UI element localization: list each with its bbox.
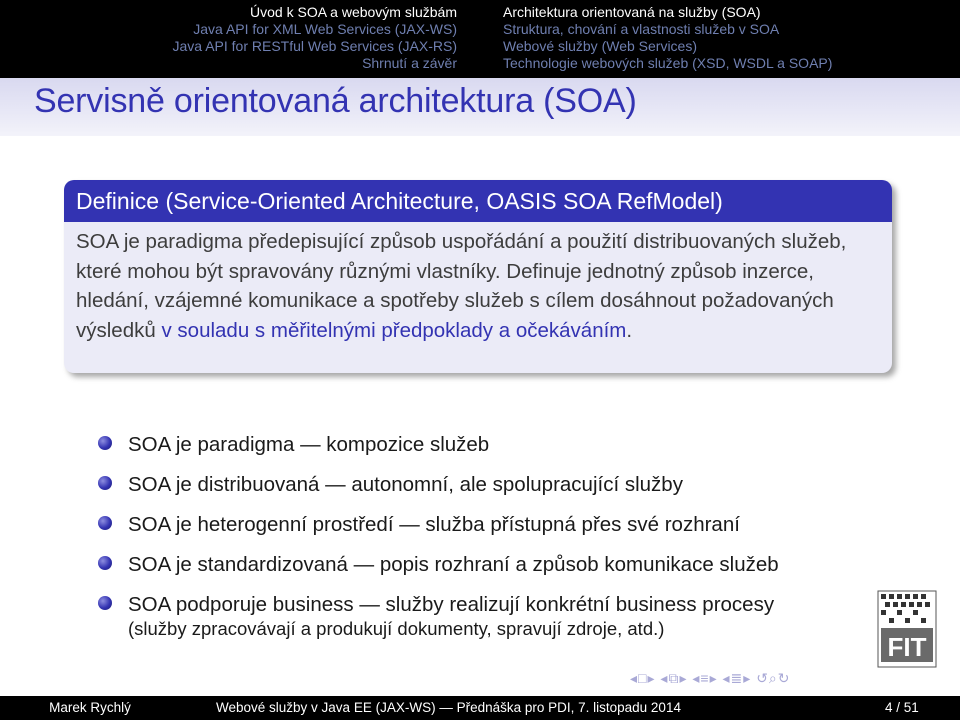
list-item [98,428,898,468]
bullet-ball-icon [98,476,112,490]
definition-block [64,180,892,373]
section-link-jaxws[interactable]: Java API for XML Web Services (JAX-WS) [193,21,457,37]
bullet-ball-icon [98,556,112,570]
list-item [98,468,898,508]
bullet-text: SOA je distribuovaná — autonomní, ale spolupracující služby [128,473,683,496]
nav-next-section-icon[interactable]: ▸ [709,670,718,686]
nav-subsection-icon[interactable]: ⧉ [668,670,680,686]
section-link-jaxrs[interactable]: Java API for RESTful Web Services (JAX-RS) [172,38,457,54]
section-link-summary[interactable]: Shrnutí a závěr [362,55,457,71]
bullet-text: SOA je heterogenní prostředí — služba přístupná přes své rozhraní [128,513,740,536]
nav-part-icon[interactable]: ≣ [730,670,744,686]
header-navigation [0,0,960,78]
footer-title: Webové služby v Java EE (JAX-WS) — Přednáška pro PDI, 7. listopadu 2014 [216,700,681,715]
nav-frame-icon[interactable]: □ [638,670,648,686]
subsection-link-web-services[interactable]: Webové služby (Web Services) [503,38,697,54]
definition-text [64,222,892,345]
navigation-controls [630,670,791,687]
nav-back-icon[interactable]: ↺ [756,670,769,686]
fit-logo [877,590,937,668]
page-title: Servisně orientovaná architektura (SOA) [34,82,637,120]
nav-prev-frame-icon[interactable]: ◂ [630,670,639,686]
nav-section-icon[interactable]: ≡ [700,670,710,686]
logo-text: FIT [887,632,927,662]
list-item [98,588,898,640]
list-item [98,508,898,548]
nav-next-subsection-icon[interactable]: ▸ [679,670,688,686]
nav-prev-part-icon[interactable]: ◂ [722,670,731,686]
bullet-ball-icon [98,516,112,530]
footer-author: Marek Rychlý [49,700,131,715]
subsection-link-structure[interactable]: Struktura, chování a vlastnosti služeb v SOA [503,21,780,37]
bullet-text: SOA je standardizovaná — popis rozhraní a způsob komunikace služeb [128,553,779,576]
bullet-note: (služby zpracovávají a produkují dokumenty, spravují zdroje, atd.) [128,618,665,639]
nav-next-frame-icon[interactable]: ▸ [647,670,656,686]
bullet-text: SOA je paradigma — kompozice služeb [128,433,490,456]
section-link-intro[interactable]: Úvod k SOA a webovým službám [250,4,457,20]
nav-next-part-icon[interactable]: ▸ [743,670,752,686]
definition-text-main: SOA je paradigma předepisující způsob uspořádání a použití distribuovaných služeb, které mohou být spravovány různými vlastníky. Definuje jednotný způsob inzerce, hledání, vzájemné komunikace a spotřeby služeb s cílem dosáhnout požadovaných výsledků [76,230,847,342]
bullet-text: SOA podporuje business — služby realizují konkrétní business procesy [128,593,775,616]
definition-text-highlight: v souladu s měřitelnými předpoklady a očekáváním [161,318,627,342]
nav-prev-subsection-icon[interactable]: ◂ [660,670,669,686]
nav-prev-section-icon[interactable]: ◂ [692,670,701,686]
bullet-ball-icon [98,436,112,450]
section-list [0,4,480,72]
subsection-list [503,4,953,72]
subsection-link-technologies[interactable]: Technologie webových služeb (XSD, WSDL a SOAP) [503,55,833,71]
definition-title: Definice (Service-Oriented Architecture, OASIS SOA RefModel) [64,180,892,222]
footline [0,696,960,720]
nav-search-icon[interactable]: ⌕ [768,670,778,686]
definition-text-end: . [626,318,633,342]
bullet-ball-icon [98,596,112,610]
frame-title-bar [0,78,960,136]
bullet-list [98,428,898,640]
list-item [98,548,898,588]
nav-forward-icon[interactable]: ↻ [777,670,791,686]
page-number: 4 / 51 [885,700,919,715]
subsection-link-soa[interactable]: Architektura orientovaná na služby (SOA) [503,4,761,20]
